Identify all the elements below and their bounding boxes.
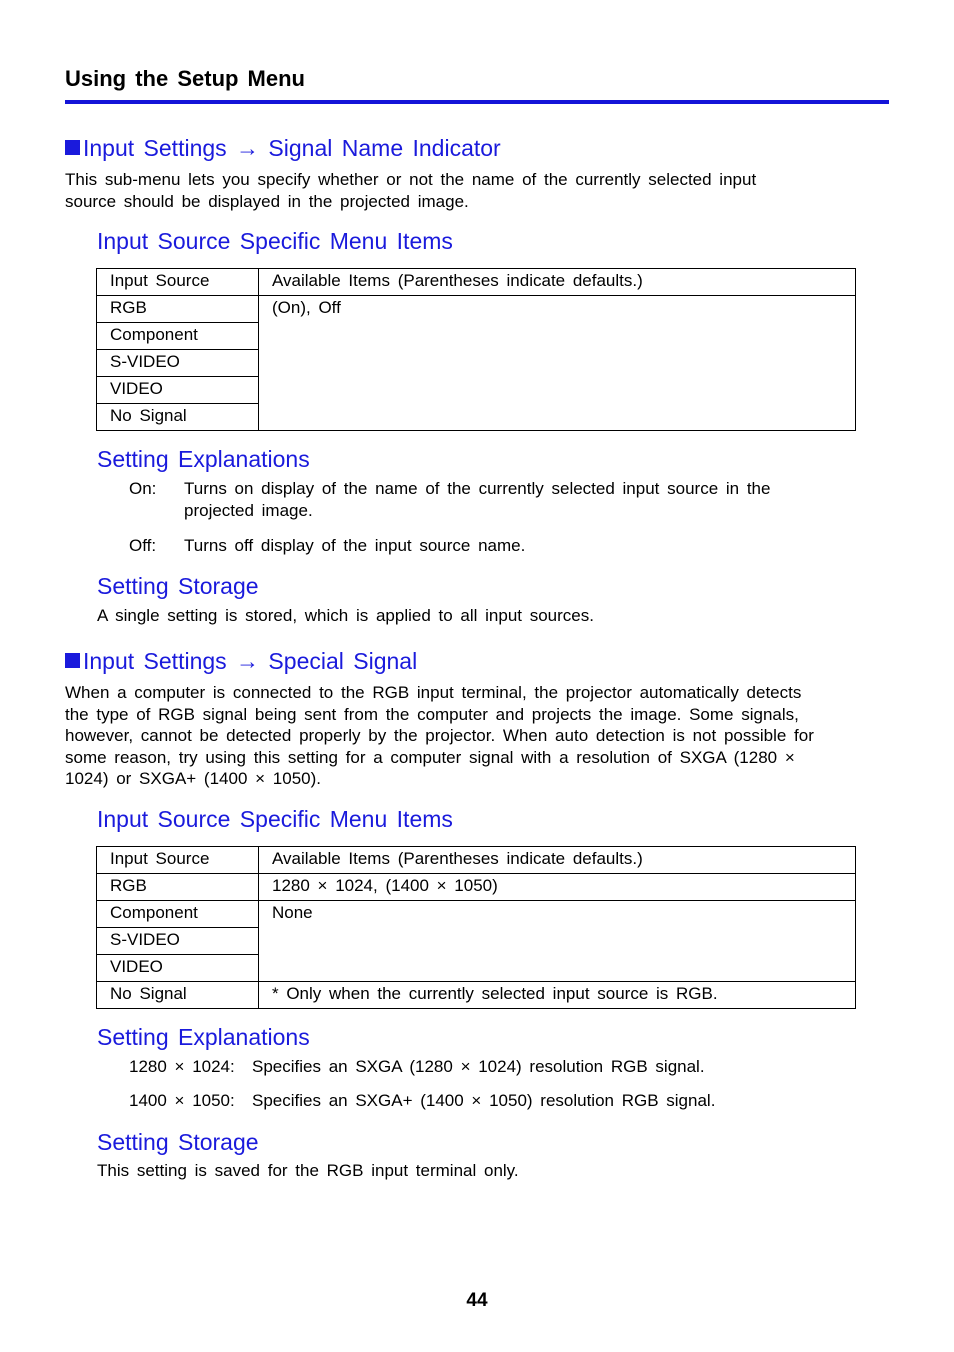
table-cell-source: S-VIDEO [97,350,259,377]
header-rule [65,100,889,104]
table-cell-note: * Only when the currently selected input source is RGB. [259,982,856,1009]
section1-storage-title: Setting Storage [97,573,259,599]
section2-intro: When a computer is connected to the RGB input terminal, the projector automatically detects the type of RGB signal being sent from the computer and projects the image. Some signals, however, cannot be detected properly by the projector. When auto detection is not possible for some reason, try using this setting for a computer signal with a resolution of SXGA (1280 × 1024) or SXGA+ (1400 × 1050). [65,683,814,788]
section1-storage-text: A single setting is stored, which is applied to all input sources. [97,606,594,625]
table-header-cell: Input Source [97,847,259,874]
table-cell-source: RGB [97,874,259,901]
section-title-special-signal: Input Settings → Special Signal [65,648,417,675]
table-cell-items: None [259,901,856,982]
table-cell-source: Component [97,901,259,928]
section2-menu-table [96,846,856,1009]
section1-intro: This sub-menu lets you specify whether or not the name of the currently selected input source should be displayed in the projected image. [65,170,757,211]
table-cell-items: (On), Off [259,296,856,431]
page-header-title: Using the Setup Menu [65,66,305,91]
section2-menu-items-title: Input Source Specific Menu Items [97,806,453,832]
table-cell-source: Component [97,323,259,350]
section-title-signal-name-indicator: Input Settings → Signal Name Indicator [65,135,501,162]
section2-explanations-title: Setting Explanations [97,1024,310,1050]
section2-storage-title: Setting Storage [97,1129,259,1155]
table-row [97,296,856,323]
section1-menu-items-title: Input Source Specific Menu Items [97,228,453,254]
table-cell-source: S-VIDEO [97,928,259,955]
table-header-cell: Input Source [97,269,259,296]
table-cell-source: No Signal [97,982,259,1009]
square-bullet-icon [65,140,80,155]
table-cell-items: 1280 × 1024, (1400 × 1050) [259,874,856,901]
table-cell-source: VIDEO [97,377,259,404]
table-header-cell: Available Items (Parentheses indicate defaults.) [259,847,856,874]
table-row [97,901,856,928]
table-cell-source: RGB [97,296,259,323]
table-row [97,847,856,874]
table-cell-source: No Signal [97,404,259,431]
square-bullet-icon [65,653,80,668]
section2-storage-text: This setting is saved for the RGB input terminal only. [97,1161,519,1180]
table-row [97,269,856,296]
page-number: 44 [466,1290,488,1311]
table-header-cell: Available Items (Parentheses indicate defaults.) [259,269,856,296]
section1-menu-table [96,268,856,431]
table-row [97,874,856,901]
table-cell-source: VIDEO [97,955,259,982]
table-row [97,982,856,1009]
section1-explanations-title: Setting Explanations [97,446,310,472]
